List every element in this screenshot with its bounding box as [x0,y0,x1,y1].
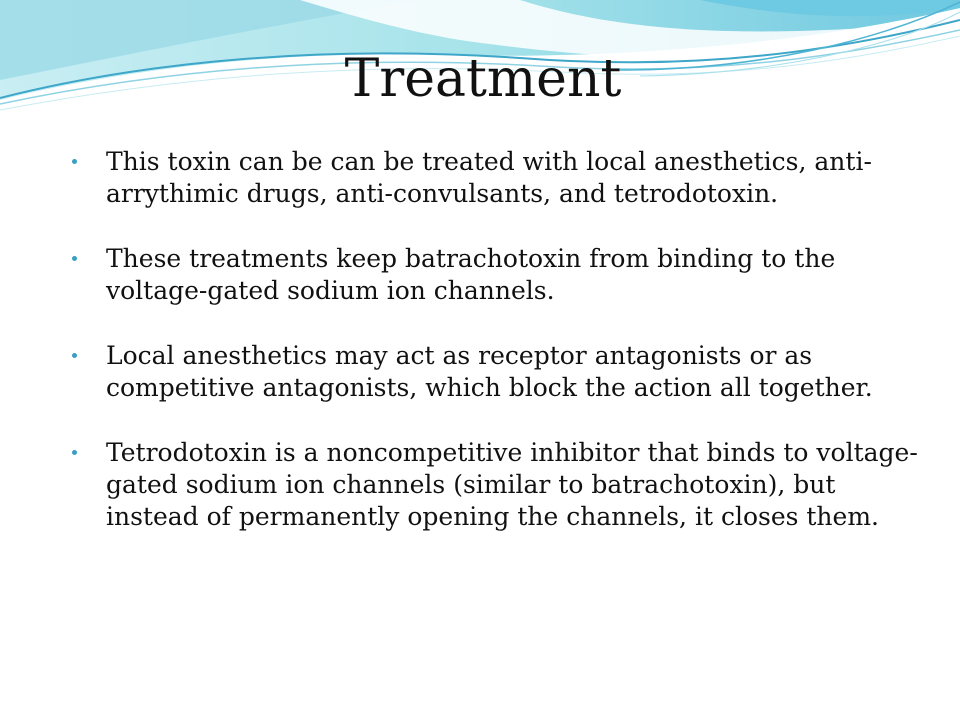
bullet-list [72,146,922,566]
slide-title: Treatment [344,49,622,109]
bullet-text: This toxin can be can be treated with local anesthetics, anti-arrythimic drugs, anti-convulsants, and tetrodotoxin. [106,147,872,208]
bullet-dot-icon [72,353,77,358]
bullet-dot-icon [72,256,77,261]
bullet-text: Tetrodotoxin is a noncompetitive inhibitor that binds to voltage-gated sodium ion channels (similar to batrachotoxin), but instead of permanently opening the channels, it closes them. [106,438,918,531]
bullet-item [72,437,922,533]
bullet-text: Local anesthetics may act as receptor antagonists or as competitive antagonists, which block the action all together. [106,341,873,402]
bullet-item [72,146,922,210]
bullet-dot-icon [72,159,77,164]
bullet-text: These treatments keep batrachotoxin from binding to the voltage-gated sodium ion channels. [106,244,836,305]
bullet-dot-icon [72,450,77,455]
bullet-item [72,243,922,307]
bullet-item [72,340,922,404]
